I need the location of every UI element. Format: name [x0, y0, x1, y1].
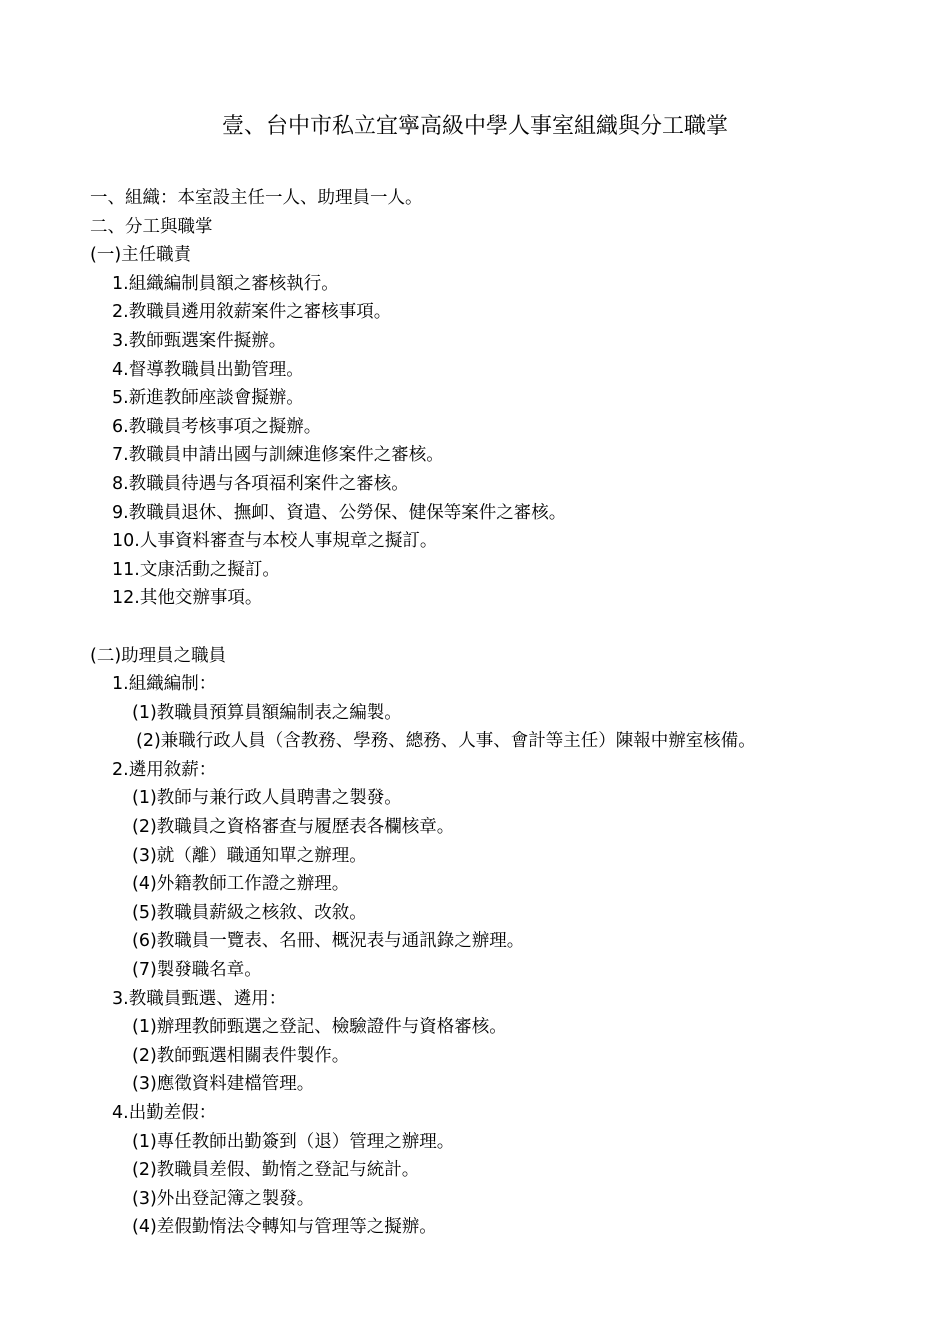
- list-item: 12.其他交辦事項。: [112, 588, 263, 609]
- sub-list-item: (2)教師甄選相關表件製作。: [132, 1045, 350, 1066]
- document-title: 壹、台中市私立宜寧高級中學人事室組織與分工職掌: [221, 114, 728, 139]
- sub-list-item: (2)兼職行政人員（含教務、學務、總務、人事、會計等主任）陳報中辦室核備。: [136, 731, 756, 752]
- sub-list-item: (3)外出登記簿之製發。: [132, 1188, 315, 1209]
- list-item: 5.新進教師座談會擬辦。: [112, 388, 304, 409]
- sub-list-item: (2)教職員之資格審查与履歷表各欄核章。: [132, 817, 455, 838]
- sub-list-item: (1)教師与兼行政人員聘書之製發。: [132, 788, 402, 809]
- spacer: [90, 613, 940, 642]
- list-item: 2.遴用敘薪：: [112, 759, 217, 780]
- sub-list-item: (1)辦理教師甄選之登記、檢驗證件与資格審核。: [132, 1017, 507, 1038]
- list-item: 4.出勤差假：: [112, 1103, 217, 1123]
- list-item: 9.教職員退休、撫卹、資遣、公勞保、健保等案件之審核。: [112, 502, 567, 523]
- sub-list-item: (7)製發職名章。: [132, 960, 262, 981]
- list-item: 3.教職員甄選、遴用：: [112, 988, 287, 1009]
- list-item: 1.組織編制員額之審核執行。: [112, 273, 339, 294]
- section-duties: 二、分工與職掌: [90, 216, 213, 237]
- sub-list-item: (6)教職員一覽表、名冊、概況表与通訊錄之辦理。: [132, 931, 525, 952]
- list-item: 4.督導教職員出勤管理。: [112, 359, 304, 380]
- list-item: 1.組織編制：: [112, 674, 217, 695]
- sub-list-item: (1)教職員預算員額編制表之編製。: [132, 702, 402, 723]
- sub-list-item: (1)專任教師出勤簽到（退）管理之辦理。: [132, 1131, 455, 1152]
- list-item: 2.教職員遴用敘薪案件之審核事項。: [112, 302, 392, 323]
- document-body: [90, 184, 940, 1242]
- list-item: 7.教職員申請出國与訓練進修案件之審核。: [112, 445, 444, 466]
- sub-list-item: (2)教職員差假、勤惰之登記与統計。: [132, 1160, 420, 1181]
- sub-list-item: (4)外籍教師工作證之辦理。: [132, 874, 350, 895]
- sub-list-item: (5)教職員薪級之核敘、改敘。: [132, 902, 367, 923]
- sub-list-item: (4)差假勤惰法令轉知与管理等之擬辦。: [132, 1217, 437, 1238]
- section-organization: 一、組織：本室設主任一人、助理員一人。: [90, 188, 423, 208]
- list-item: 6.教職員考核事項之擬辦。: [112, 416, 322, 437]
- list-item: 8.教職員待遇与各項福利案件之審核。: [112, 473, 409, 494]
- sub-list-item: (3)應徵資料建檔管理。: [132, 1074, 315, 1095]
- list-item: 3.教師甄選案件擬辦。: [112, 330, 287, 351]
- subsection-director: (一)主任職責: [90, 245, 192, 266]
- list-item: 10.人事資料審查与本校人事規章之擬訂。: [112, 531, 438, 552]
- sub-list-item: (3)就（離）職通知單之辦理。: [132, 845, 367, 866]
- list-item: 11.文康活動之擬訂。: [112, 559, 280, 580]
- subsection-assistant: (二)助理員之職員: [90, 645, 227, 666]
